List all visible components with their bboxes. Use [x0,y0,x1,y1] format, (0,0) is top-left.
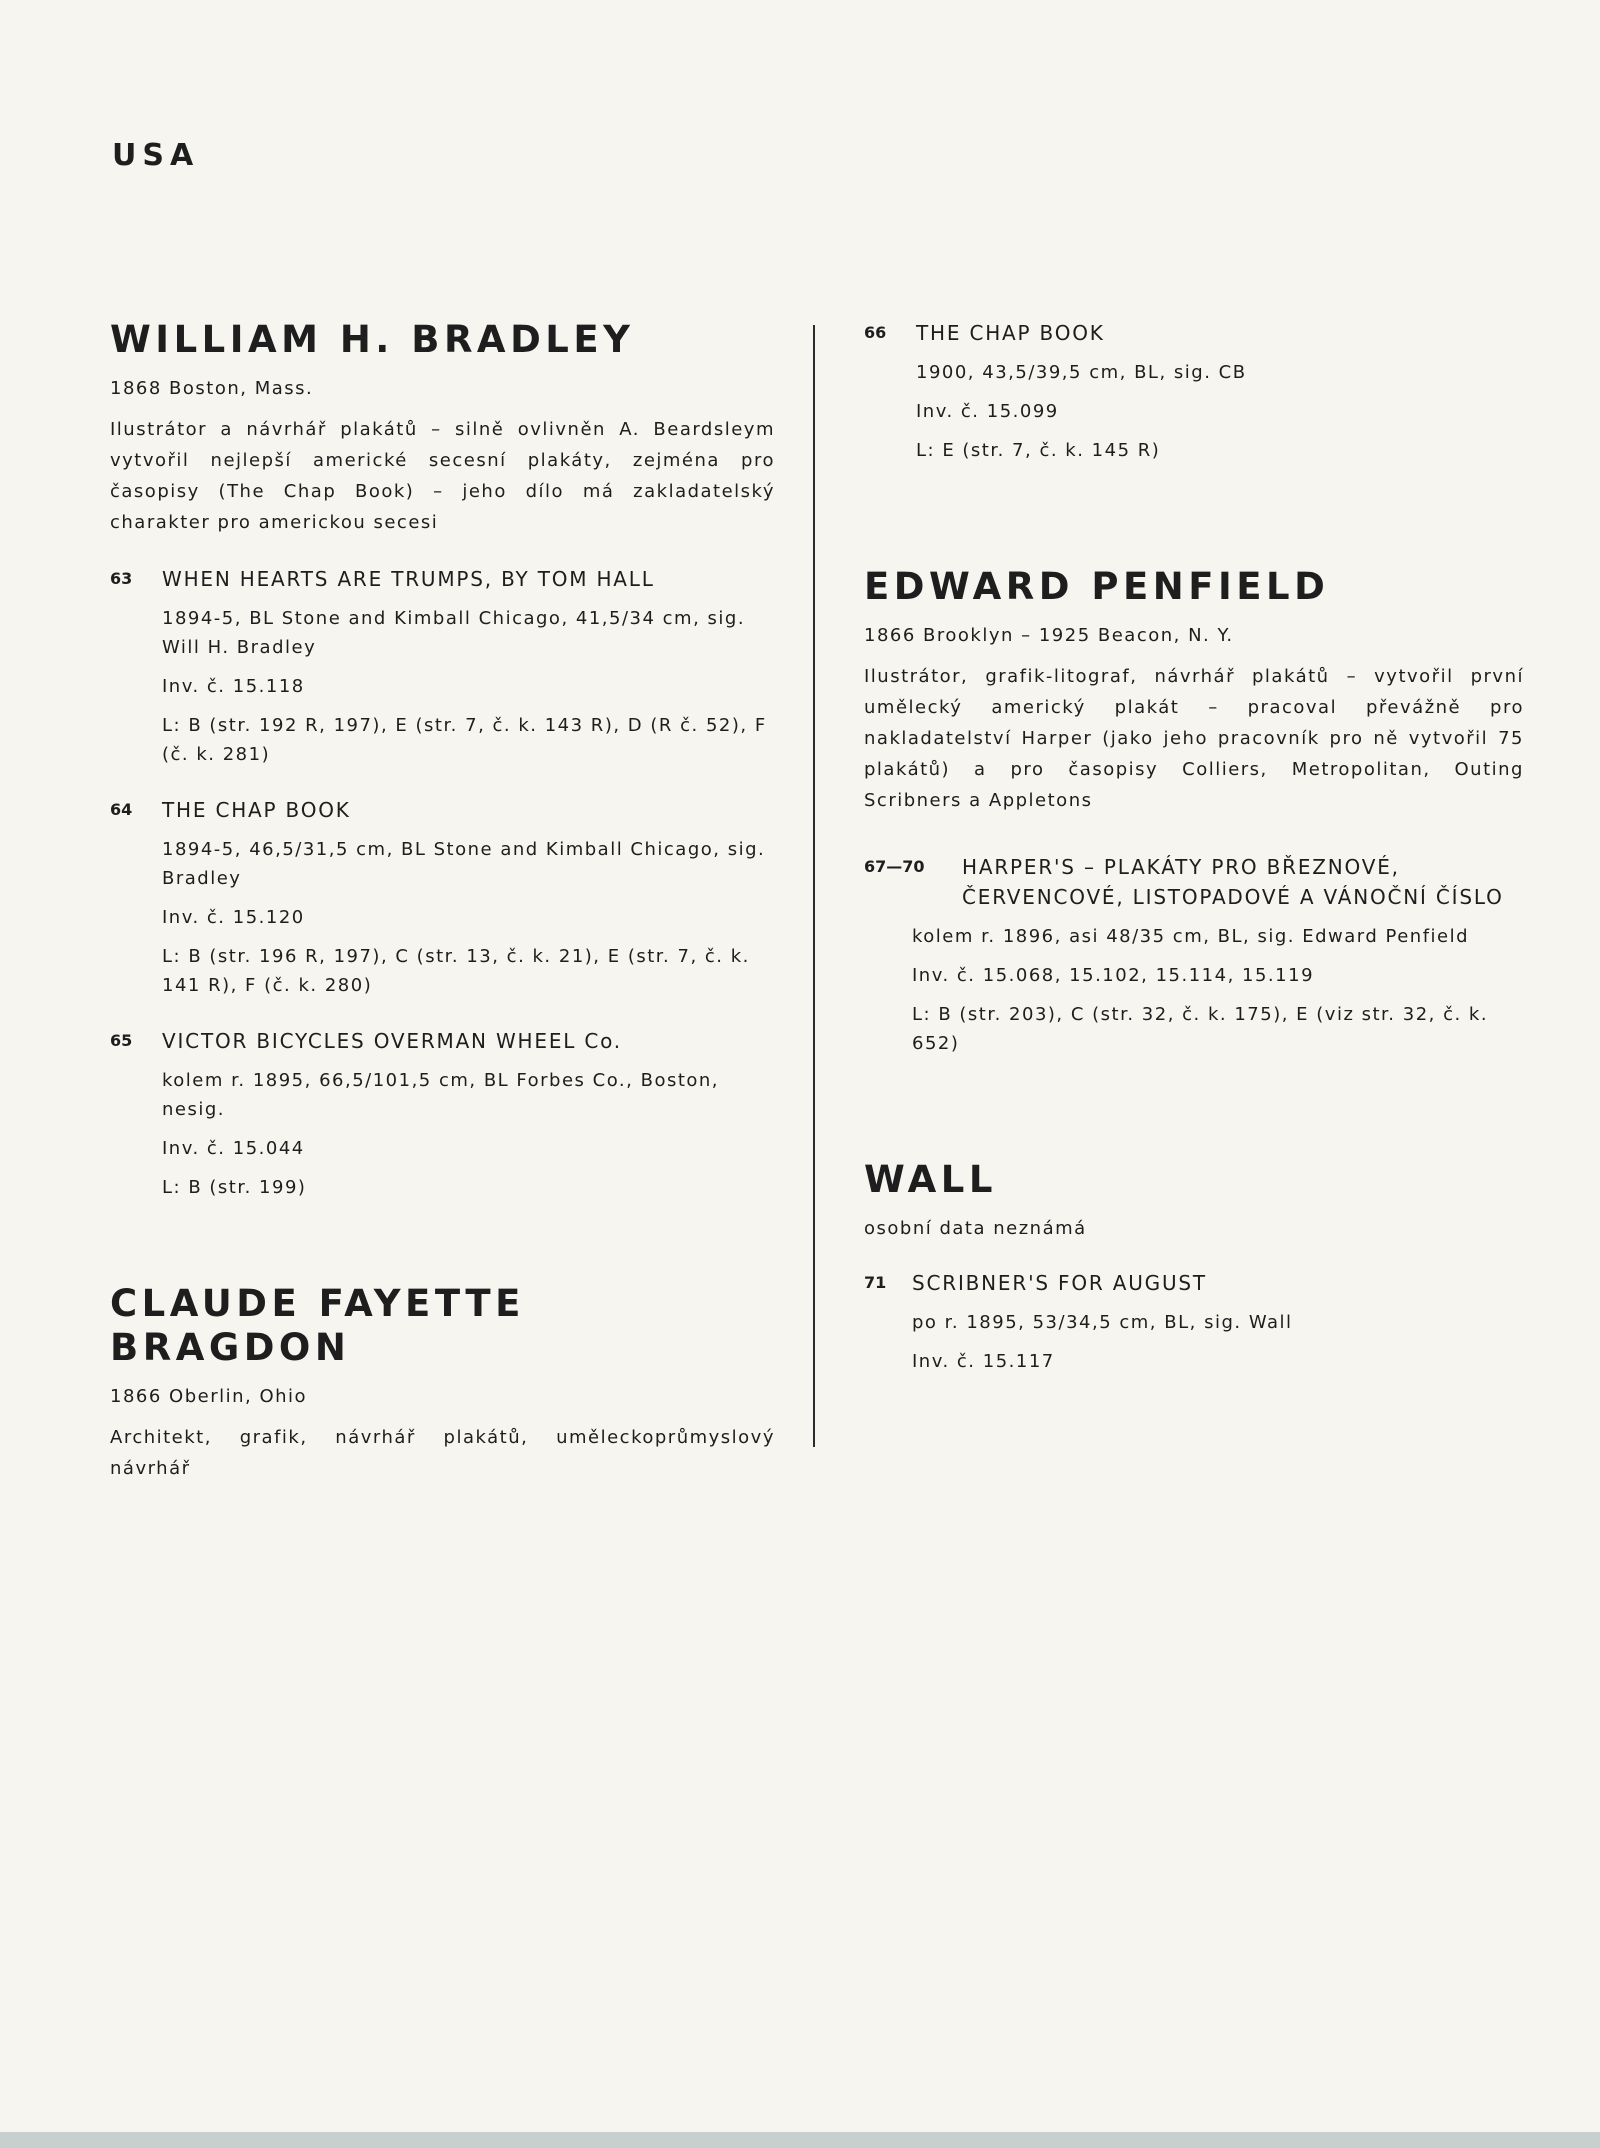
entry-literature: L: B (str. 199) [162,1177,307,1198]
artist-name: CLAUDE FAYETTE BRAGDON [110,1282,525,1369]
entry-literature: L: E (str. 7, č. k. 145 R) [916,440,1161,461]
artist-life-dates: 1866 Oberlin, Ohio [110,1386,308,1407]
catalog-entry-66 [864,318,1524,465]
entry-literature: L: B (str. 196 R, 197), C (str. 13, č. k. 21), E (str. 7, č. k. 141 R), F (č. k. 280) [162,946,750,996]
artist-bragdon [110,1282,775,1484]
artist-bio: Ilustrátor, grafik-litograf, návrhář plakátů – vytvořil první umělecký americký plakát – pracoval převážně pro nakladatelství Harper (jako jeho pracovník pro ně vytvořil 75 plakátů) a pro časopisy Colliers, Metropolitan, Outing Scribners a Appletons [864,666,1524,811]
artist-bradley [110,318,775,538]
entry-details: kolem r. 1896, asi 48/35 cm, BL, sig. Edward Penfield [912,926,1470,947]
entry-title: THE CHAP BOOK [916,321,1105,345]
artist-name: WALL [864,1158,997,1201]
entry-title: HARPER'S – PLAKÁTY PRO BŘEZNOVÉ, ČERVENCOVÉ, LISTOPADOVÉ A VÁNOČNÍ ČÍSLO [962,855,1504,909]
entry-inventory: Inv. č. 15.068, 15.102, 15.114, 15.119 [912,965,1315,986]
catalog-entry-71 [864,1268,1524,1376]
entry-literature: L: B (str. 203), C (str. 32, č. k. 175), E (viz str. 32, č. k. 652) [912,1004,1489,1054]
catalog-entry-65 [110,1026,775,1202]
artist-bio: Architekt, grafik, návrhář plakátů, uměleckoprůmyslový návrhář [110,1427,775,1479]
entry-details: 1894-5, BL Stone and Kimball Chicago, 41,5/34 cm, sig. Will H. Bradley [162,608,746,658]
entry-inventory: Inv. č. 15.044 [162,1138,305,1159]
column-divider [813,325,815,1447]
entry-inventory: Inv. č. 15.099 [916,401,1059,422]
left-column [110,318,775,1484]
entry-details: po r. 1895, 53/34,5 cm, BL, sig. Wall [912,1312,1293,1333]
artist-life-dates: osobní data neznámá [864,1218,1087,1239]
entry-title: SCRIBNER'S FOR AUGUST [912,1271,1207,1295]
artist-bio: Ilustrátor a návrhář plakátů – silně ovlivněn A. Beardsleym vytvořil nejlepší americké secesní plakáty, zejména pro časopisy (The Chap Book) – jeho dílo má zakladatelský charakter pro americkou secesi [110,419,775,533]
entry-inventory: Inv. č. 15.117 [912,1351,1055,1372]
catalog-entry-64 [110,795,775,1000]
artist-life-dates: 1868 Boston, Mass. [110,378,314,399]
entry-details: 1894-5, 46,5/31,5 cm, BL Stone and Kimball Chicago, sig. Bradley [162,839,766,889]
entry-body [912,922,1524,1058]
artist-wall [864,1158,1524,1242]
artist-life-dates: 1866 Brooklyn – 1925 Beacon, N. Y. [864,625,1234,646]
right-column [864,318,1524,1386]
catalog-entry-67-70 [864,852,1524,1058]
catalog-entry-63 [110,564,775,769]
entry-number: 63 [110,569,133,588]
entry-number: 67—70 [864,857,925,876]
entry-details: kolem r. 1895, 66,5/101,5 cm, BL Forbes Co., Boston, nesig. [162,1070,720,1120]
entry-title: VICTOR BICYCLES OVERMAN WHEEL Co. [162,1029,622,1053]
entry-number: 71 [864,1273,887,1292]
entry-title: THE CHAP BOOK [162,798,351,822]
entry-title: WHEN HEARTS ARE TRUMPS, BY TOM HALL [162,567,655,591]
entry-inventory: Inv. č. 15.120 [162,907,305,928]
entry-number: 66 [864,323,887,342]
country-heading: USA [112,138,200,173]
entry-inventory: Inv. č. 15.118 [162,676,305,697]
scan-edge-band [0,2132,1600,2148]
artist-name: WILLIAM H. BRADLEY [110,318,635,361]
entry-details: 1900, 43,5/39,5 cm, BL, sig. CB [916,362,1247,383]
entry-number: 65 [110,1031,133,1050]
artist-name: EDWARD PENFIELD [864,565,1330,608]
entry-number: 64 [110,800,133,819]
artist-penfield [864,565,1524,816]
entry-literature: L: B (str. 192 R, 197), E (str. 7, č. k. 143 R), D (R č. 52), F (č. k. 281) [162,715,767,765]
